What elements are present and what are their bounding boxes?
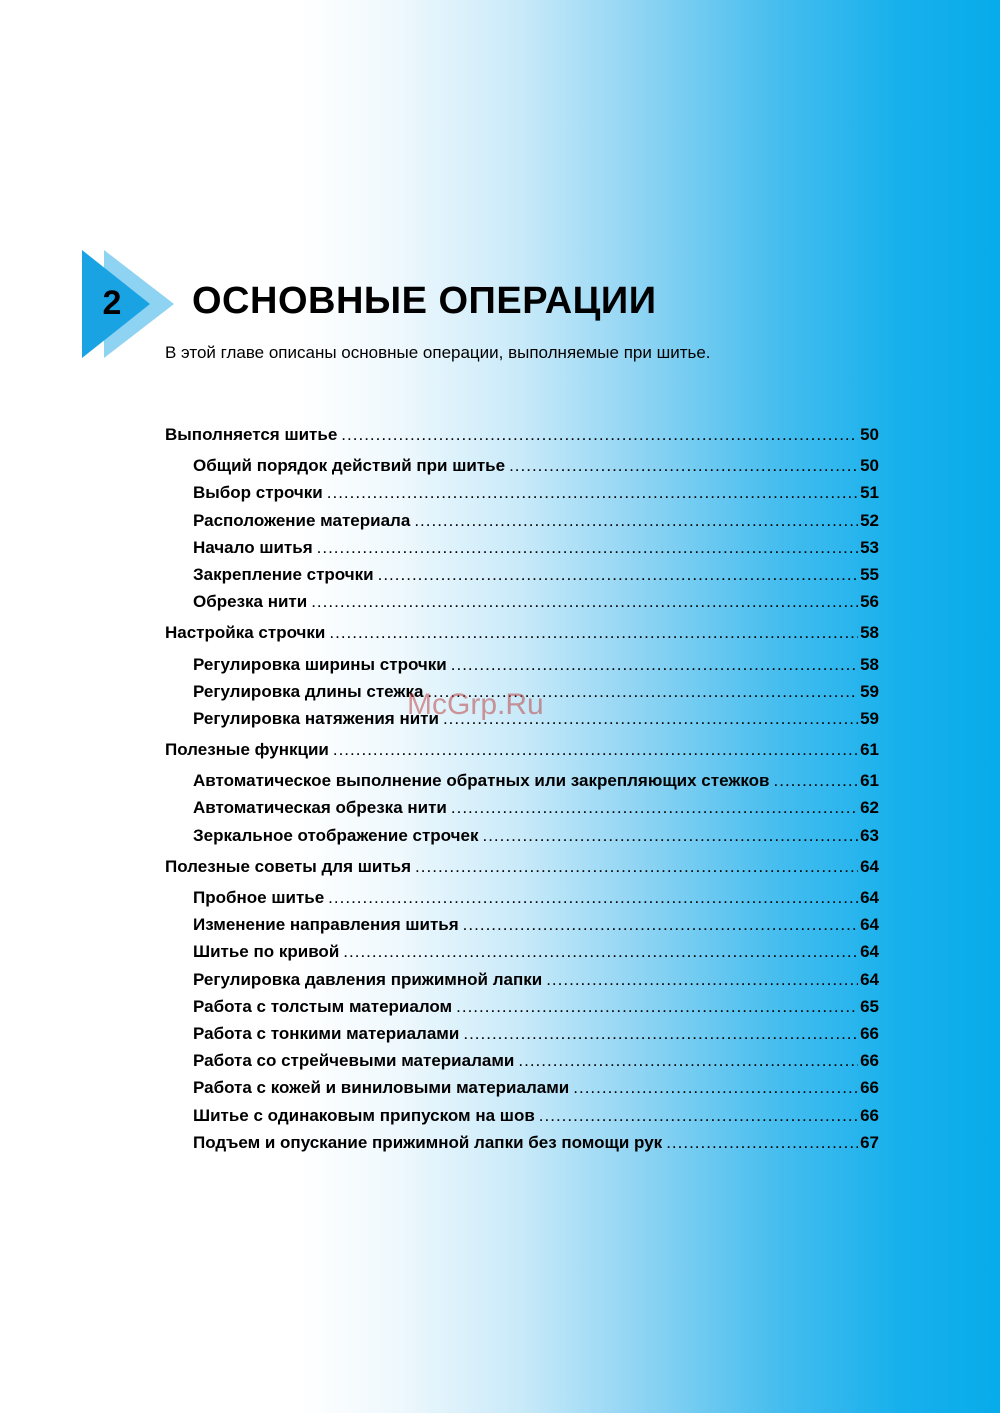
toc-entry-label: Работа с толстым материалом xyxy=(193,996,453,1016)
toc-page-number: 52 xyxy=(860,510,879,530)
toc-entry-label: Зеркальное отображение строчек xyxy=(193,825,479,845)
toc-entry-label: Автоматическая обрезка нити xyxy=(193,798,447,818)
toc-dot-leader xyxy=(311,591,858,613)
toc-dot-leader xyxy=(451,797,858,819)
toc-dot-leader xyxy=(546,969,858,991)
toc-page-number: 51 xyxy=(860,483,879,503)
toc-entry-label: Изменение направления шитья xyxy=(193,915,459,935)
chapter-subtitle: В этой главе описаны основные операции, выполняемые при шитье. xyxy=(165,343,711,362)
toc-page-number: 64 xyxy=(860,942,879,962)
chapter-title: ОСНОВНЫЕ ОПЕРАЦИИ xyxy=(192,280,657,322)
toc-dot-leader xyxy=(329,622,858,644)
toc-dot-leader xyxy=(414,510,858,532)
toc-dot-leader xyxy=(518,1050,858,1072)
toc-entry[interactable] xyxy=(165,914,879,941)
toc-page-number: 64 xyxy=(860,888,879,907)
toc-entry-label: Регулировка натяжения нити xyxy=(193,708,439,728)
toc-entry[interactable] xyxy=(165,941,879,968)
toc-entry[interactable] xyxy=(165,887,879,914)
toc-dot-leader xyxy=(774,770,859,792)
toc-page-number: 66 xyxy=(860,1078,879,1098)
toc-entry[interactable] xyxy=(165,564,879,591)
toc-entry-label: Настройка строчки xyxy=(165,623,326,643)
toc-dot-leader xyxy=(415,856,858,878)
toc-entry[interactable] xyxy=(165,996,879,1023)
toc-entry-label: Полезные функции xyxy=(165,740,329,760)
toc-entry-label: Выполняется шитье xyxy=(165,425,338,444)
chapter-number: 2 xyxy=(102,284,122,322)
toc-page-number: 58 xyxy=(860,623,879,643)
toc-dot-leader xyxy=(463,1023,858,1045)
toc-entry[interactable] xyxy=(165,1050,879,1077)
toc-entry[interactable] xyxy=(165,1023,879,1050)
toc-section[interactable] xyxy=(165,739,879,766)
toc-dot-leader xyxy=(343,941,858,963)
toc-dot-leader xyxy=(456,996,858,1018)
toc-entry[interactable] xyxy=(165,1132,879,1159)
toc-entry-label: Автоматическое выполнение обратных или закрепляющих стежков xyxy=(193,771,770,791)
toc-entry[interactable] xyxy=(165,708,879,735)
toc-section[interactable] xyxy=(165,856,879,883)
toc-entry[interactable] xyxy=(165,510,879,537)
toc-page-number: 61 xyxy=(860,740,879,760)
toc-entry-label: Работа с кожей и виниловыми материалами xyxy=(193,1078,570,1098)
toc-section[interactable] xyxy=(165,424,879,451)
toc-entry[interactable] xyxy=(165,1105,879,1132)
toc-page-number: 56 xyxy=(860,592,879,612)
toc-page-number: 66 xyxy=(860,1023,879,1043)
toc-entry[interactable] xyxy=(165,482,879,509)
toc-page-number: 66 xyxy=(860,1051,879,1071)
toc-entry-label: Общий порядок действий при шитье xyxy=(193,456,506,476)
toc-entry[interactable] xyxy=(165,1077,879,1104)
toc-page-number: 62 xyxy=(860,798,879,818)
toc-dot-leader xyxy=(427,681,858,703)
toc-page-number: 61 xyxy=(860,771,879,791)
toc-dot-leader xyxy=(482,825,858,847)
toc-dot-leader xyxy=(666,1132,858,1154)
toc-page-number: 58 xyxy=(860,654,879,674)
toc-entry-label: Начало шитья xyxy=(193,537,313,557)
chapter-badge xyxy=(82,250,182,358)
toc-entry-label: Обрезка нити xyxy=(193,592,308,612)
toc-dot-leader xyxy=(443,708,858,730)
toc-section[interactable] xyxy=(165,622,879,649)
toc-page-number: 67 xyxy=(860,1132,879,1152)
toc-entry[interactable] xyxy=(165,537,879,564)
table-of-contents xyxy=(165,424,879,1159)
toc-entry-label: Работа со стрейчевыми материалами xyxy=(193,1051,515,1071)
toc-entry[interactable] xyxy=(165,969,879,996)
toc-entry-label: Шитье по кривой xyxy=(193,942,340,962)
toc-page-number: 59 xyxy=(860,708,879,728)
toc-entry[interactable] xyxy=(165,825,879,852)
toc-dot-leader xyxy=(378,564,858,586)
toc-entry-label: Шитье с одинаковым припуском на шов xyxy=(193,1105,535,1125)
toc-dot-leader xyxy=(328,887,858,909)
toc-page-number: 55 xyxy=(860,564,879,584)
toc-page-number: 66 xyxy=(860,1105,879,1125)
toc-entry[interactable] xyxy=(165,797,879,824)
toc-page-number: 50 xyxy=(860,456,879,476)
toc-entry-label: Расположение материала xyxy=(193,510,411,530)
toc-dot-leader xyxy=(341,424,858,446)
toc-dot-leader xyxy=(573,1077,858,1099)
toc-entry[interactable] xyxy=(165,591,879,618)
toc-entry-label: Закрепление строчки xyxy=(193,564,374,584)
toc-entry-label: Регулировка длины стежка xyxy=(193,681,424,701)
toc-page-number: 59 xyxy=(860,681,879,701)
watermark: McGrp.Ru xyxy=(407,688,544,721)
toc-page-number: 65 xyxy=(860,996,879,1016)
toc-page-number: 50 xyxy=(860,425,879,444)
toc-page-number: 53 xyxy=(860,537,879,557)
toc-entry[interactable] xyxy=(165,681,879,708)
toc-entry-label: Подъем и опускание прижимной лапки без помощи рук xyxy=(193,1132,663,1152)
toc-entry-label: Регулировка ширины строчки xyxy=(193,654,447,674)
toc-dot-leader xyxy=(539,1105,858,1127)
toc-page-number: 63 xyxy=(860,825,879,845)
toc-entry-label: Полезные советы для шитья xyxy=(165,856,412,876)
toc-page-number: 64 xyxy=(860,969,879,989)
toc-entry[interactable] xyxy=(165,654,879,681)
toc-dot-leader xyxy=(327,482,858,504)
toc-entry-label: Работа с тонкими материалами xyxy=(193,1023,460,1043)
toc-dot-leader xyxy=(317,537,858,559)
toc-page-number: 64 xyxy=(860,856,879,876)
toc-dot-leader xyxy=(509,455,858,477)
toc-page-number: 64 xyxy=(860,915,879,935)
toc-entry[interactable] xyxy=(165,770,879,797)
toc-entry-label: Выбор строчки xyxy=(193,483,323,503)
toc-entry-label: Пробное шитье xyxy=(193,888,325,907)
toc-entry-label: Регулировка давления прижимной лапки xyxy=(193,969,543,989)
toc-entry[interactable] xyxy=(165,455,879,482)
toc-dot-leader xyxy=(333,739,858,761)
toc-dot-leader xyxy=(451,654,858,676)
toc-dot-leader xyxy=(463,914,858,936)
